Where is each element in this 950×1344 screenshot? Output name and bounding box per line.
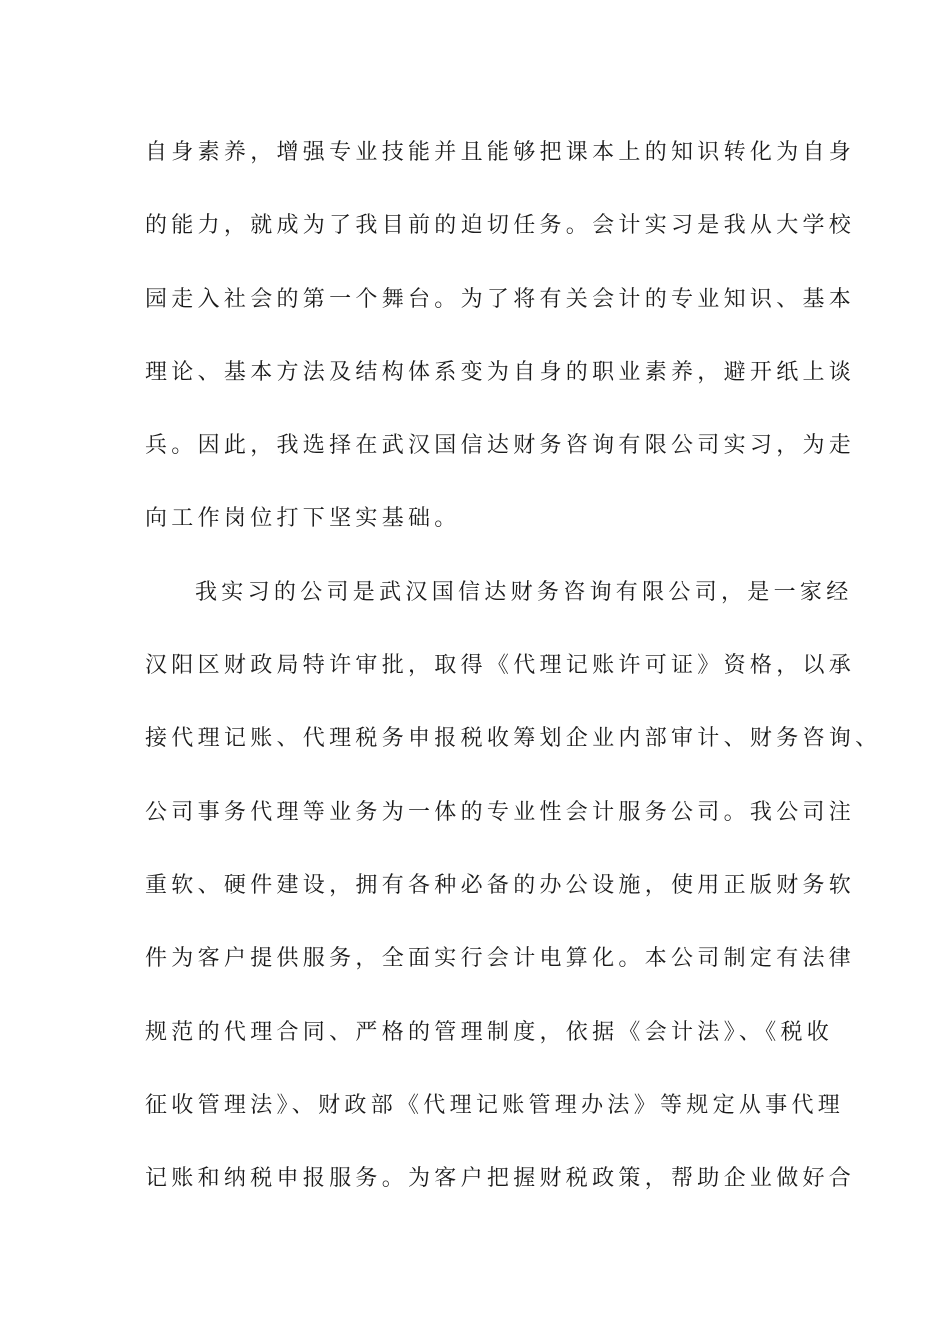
text-line: 理论、基本方法及结构体系变为自身的职业素养，避开纸上谈 <box>145 359 856 385</box>
text-line: 向工作岗位打下坚实基础。 <box>145 506 461 532</box>
text-line: 汉阳区财政局特许审批，取得《代理记账许可证》资格，以承 <box>145 653 856 679</box>
text-line: 规范的代理合同、严格的管理制度，依据《会计法》、《税收 <box>145 1019 834 1045</box>
text-line: 自身素养，增强专业技能并且能够把课本上的知识转化为自身 <box>145 140 856 165</box>
text-line: 件为客户提供服务，全面实行会计电算化。本公司制定有法律 <box>145 946 856 972</box>
text-line: 园走入社会的第一个舞台。为了将有关会计的专业知识、基本 <box>145 286 856 312</box>
paragraph-1 <box>145 130 856 570</box>
text-line: 公司事务代理等业务为一体的专业性会计服务公司。我公司注 <box>145 799 856 825</box>
text-line: 接代理记账、代理税务申报税收筹划企业内部审计、财务咨询、 <box>145 726 882 752</box>
text-line: 征收管理法》、财政部《代理记账管理办法》等规定从事代理 <box>145 1092 845 1118</box>
text-line: 重软、硬件建设，拥有各种必备的办公设施，使用正版财务软 <box>145 872 856 898</box>
text-line: 兵。因此，我选择在武汉国信达财务咨询有限公司实习，为走 <box>145 433 856 459</box>
paragraph-2 <box>145 570 882 1230</box>
text-line: 我实习的公司是武汉国信达财务咨询有限公司，是一家经 <box>195 579 853 605</box>
body-text <box>145 130 882 1229</box>
text-line: 的能力，就成为了我目前的迫切任务。会计实习是我从大学校 <box>145 213 856 239</box>
text-line: 记账和纳税申报服务。为客户把握财税政策，帮助企业做好合 <box>145 1166 856 1192</box>
